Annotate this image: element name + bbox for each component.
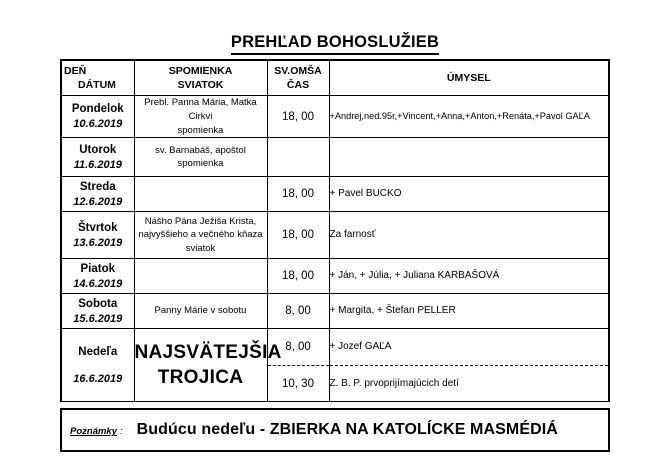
feast-line: NAJSVÄTEJŠIA [134,341,282,363]
day-date: 15.6.2019 [73,312,123,325]
day-date: 12.6.2019 [73,195,123,208]
header-cell-intent [329,60,609,96]
day-name: Streda [79,180,116,193]
service-intent-cell [329,96,609,138]
service-time: 18, 00 [282,110,314,123]
notes-container [70,421,608,439]
feast-line: spomienka [177,158,224,170]
service-intent-cell [329,138,609,177]
service-time: 18, 00 [282,188,314,201]
feast-cell [134,138,267,177]
service-intent: + Margita, + Štefan PELLER [329,305,456,317]
service-time-cell [267,365,329,402]
feast-line: Nášho Pána Ježiša Krista, [144,215,257,227]
service-intent-cell [329,329,609,366]
day-name: Nedeľa [78,345,118,358]
header-label-time-2: ČAS [286,79,310,91]
day-cell [61,138,134,177]
header-label-intent: ÚMYSEL [446,71,491,84]
notes-colon: : [120,426,123,438]
header-label-feast-1: SPOMIENKA [168,64,233,77]
table-row [61,329,609,366]
service-intent-cell [329,365,609,402]
feast-line: najvyššieho a večného kňaza [138,229,263,241]
service-intent-cell [329,294,609,329]
notes-label: Poznámky [70,426,117,438]
feast-line: Prebl. Panna Mária, Matka Cirkvi [144,97,257,122]
service-intent: +Andrej,ned.95r,+Vincent,+Anna,+Anton,+Renáta,+Pavol GAĽA [329,111,590,122]
service-time-cell [267,138,329,177]
header-cell-time [267,60,329,96]
page-title: PREHĽAD BOHOSLUŽIEB [231,33,439,55]
day-cell [61,96,134,138]
feast-line: Panny Márie v sobotu [154,305,247,317]
feast-line: sv. Barnabáš, apoštol [155,144,246,156]
header-label-feast-2: SVIATOK [177,79,224,91]
service-time: 8, 00 [285,341,311,354]
service-intent: Za farnosť [329,229,376,241]
service-intent: + Pavel BUCKO [329,188,402,200]
day-name: Štvrtok [77,221,118,234]
feast-line: sviatok [185,243,216,255]
service-time: 18, 00 [282,229,314,242]
feast-line: TROJICA [157,367,244,389]
header-label-time-1: SV.OMŠA [274,64,322,77]
day-date: 14.6.2019 [73,277,123,290]
header-cell-feast [134,60,267,96]
feast-cell [134,329,282,402]
feast-line: spomienka [177,124,224,136]
service-time-cell [267,96,329,138]
table-header-row [61,60,609,96]
feast-cell [134,96,267,138]
service-intent-cell [329,177,609,212]
header-label-date: DÁTUM [78,79,116,91]
day-date: 13.6.2019 [73,236,123,249]
header-cell-day [61,60,134,96]
service-time-cell [267,259,329,294]
service-time-cell [267,177,329,212]
service-time: 18, 00 [282,270,314,283]
day-date: 10.6.2019 [73,118,123,130]
service-time: 10, 30 [282,377,314,390]
service-intent-cell [329,212,609,259]
page-title-container [0,33,670,55]
notes-text: Budúcu nedeľu - ZBIERKA NA KATOLÍCKE MASMÉDIÁ [136,421,558,439]
service-time-cell [267,294,329,329]
feast-cell [134,177,267,212]
table-row [61,177,609,212]
feast-cell [134,212,267,259]
day-cell [61,177,134,212]
day-date: 16.6.2019 [73,372,123,385]
service-time: 8, 00 [285,305,311,318]
service-intent: + Ján, + Júlia, + Juliana KARBAŠOVÁ [329,270,500,282]
day-date: 11.6.2019 [73,158,122,171]
table-row [61,294,609,329]
day-cell [61,212,134,259]
day-name: Pondelok [71,102,124,115]
day-cell [61,294,134,329]
table-row [61,212,609,259]
table-row [61,96,609,138]
service-time-cell [267,212,329,259]
spacer-cell [61,402,609,410]
table-spacer-row [61,402,609,410]
table-row [61,259,609,294]
feast-cell [134,259,267,294]
feast-cell [134,294,267,329]
notes-cell [61,409,609,451]
service-intent: Z. B. P. prvoprijímajúcich detí [329,377,459,389]
day-name: Sobota [78,297,118,310]
day-cell [61,329,134,402]
day-cell [61,259,134,294]
day-name: Utorok [79,143,117,156]
service-intent-cell [329,259,609,294]
header-label-day: DEŇ [64,64,87,77]
notes-row [61,409,609,451]
day-name: Piatok [80,262,115,275]
table-row [61,138,609,177]
mass-schedule-table [60,59,610,452]
service-intent: + Jozef GAĽA [329,341,392,353]
